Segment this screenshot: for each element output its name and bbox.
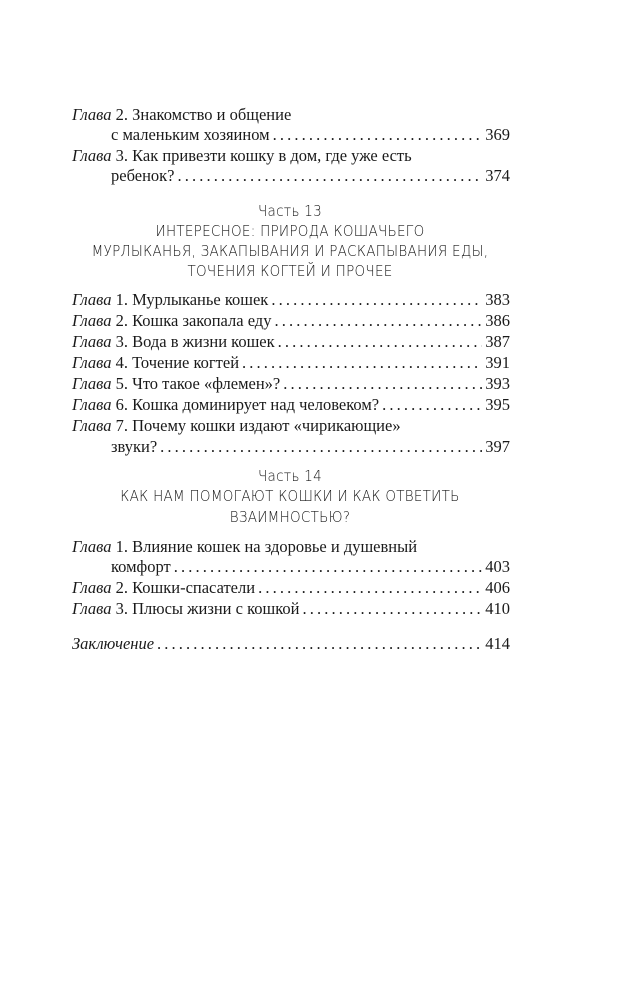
chapter-title: 2. Кошки-спасатели: [115, 578, 256, 597]
part-heading: МУРЛЫКАНЬЯ, ЗАКАПЫВАНИЯ И РАСКАПЫВАНИЯ ЕДЫ,: [91, 242, 489, 260]
page-number: 397: [485, 437, 510, 456]
dot-leader: [160, 437, 482, 457]
page-number: 369: [485, 125, 510, 144]
page-number: 414: [485, 634, 510, 653]
part-heading: КАК НАМ ПОМОГАЮТ КОШКИ И КАК ОТВЕТИТЬ: [120, 487, 460, 505]
chapter-label: Глава: [72, 353, 112, 372]
dot-leader: [273, 125, 483, 145]
page-number: 406: [485, 578, 510, 597]
chapter-title: 5. Что такое «флемен»?: [115, 374, 281, 393]
dot-leader: [382, 395, 482, 415]
chapter-title: 3. Как привезти кошку в дом, где уже есть: [115, 146, 412, 165]
chapter-title: 3. Вода в жизни кошек: [115, 332, 275, 351]
chapter-title-cont: комфорт: [111, 557, 171, 576]
chapter-label: Глава: [72, 578, 112, 597]
chapter-title: 3. Плюсы жизни с кошкой: [115, 599, 300, 618]
chapter-title-cont: звуки?: [111, 437, 158, 456]
page-number: 410: [485, 599, 510, 618]
dot-leader: [174, 557, 483, 577]
toc-entry: [72, 374, 510, 394]
toc-entry: [72, 332, 510, 352]
toc-entry: [72, 599, 510, 619]
chapter-label: Глава: [72, 311, 112, 330]
page-number: 386: [485, 311, 510, 330]
chapter-label: Глава: [72, 146, 112, 165]
page-number: 387: [485, 332, 510, 351]
toc-entry: [72, 395, 510, 415]
dot-leader: [278, 332, 483, 352]
chapter-label: Глава: [72, 332, 112, 351]
chapter-title: 4. Точение когтей: [115, 353, 240, 372]
chapter-label: Глава: [72, 537, 112, 556]
part-heading: ВЗАИМНОСТЬЮ?: [229, 508, 351, 526]
toc-entry: [72, 290, 510, 310]
toc-entry-cont: [111, 166, 510, 186]
page-number: 383: [485, 290, 510, 309]
page-number: 403: [485, 557, 510, 576]
toc-entry: [72, 105, 510, 125]
toc-entry: [72, 416, 510, 436]
chapter-title: 1. Мурлыканье кошек: [115, 290, 269, 309]
dot-leader: [283, 374, 482, 394]
toc-entry: [72, 537, 510, 557]
toc-entry: [72, 311, 510, 331]
dot-leader: [157, 634, 482, 654]
part-heading: ТОЧЕНИЯ КОГТЕЙ И ПРОЧЕЕ: [187, 262, 393, 280]
dot-leader: [258, 578, 482, 598]
part-title: Часть 14: [258, 467, 322, 485]
chapter-label: Глава: [72, 395, 112, 414]
chapter-label: Глава: [72, 290, 112, 309]
chapter-title: 2. Знакомство и общение: [115, 105, 292, 124]
page-number: 391: [485, 353, 510, 372]
toc-entry-cont: [111, 437, 510, 457]
toc-entry-cont: [111, 557, 510, 577]
part-title: Часть 13: [258, 202, 322, 220]
dot-leader: [271, 290, 482, 310]
dot-leader: [178, 166, 483, 186]
chapter-label: Глава: [72, 599, 112, 618]
chapter-title-cont: с маленьким хозяином: [111, 125, 270, 144]
chapter-title: 2. Кошка закопала еду: [115, 311, 272, 330]
toc-entry-conclusion: [72, 634, 510, 654]
toc-entry-cont: [111, 125, 510, 145]
page-number: 393: [485, 374, 510, 393]
dot-leader: [242, 353, 482, 373]
chapter-title-cont: ребенок?: [111, 166, 175, 185]
dot-leader: [274, 311, 482, 331]
toc-entry: [72, 353, 510, 373]
chapter-label: Глава: [72, 374, 112, 393]
conclusion-label: Заключение: [72, 634, 155, 653]
page-number: 374: [485, 166, 510, 185]
chapter-label: Глава: [72, 416, 112, 435]
chapter-title: 6. Кошка доминирует над человеком?: [115, 395, 380, 414]
page-number: 395: [485, 395, 510, 414]
toc-entry: [72, 146, 510, 166]
chapter-label: Глава: [72, 105, 112, 124]
dot-leader: [302, 599, 482, 619]
part-heading: ИНТЕРЕСНОЕ: ПРИРОДА КОШАЧЬЕГО: [155, 222, 425, 240]
toc-entry: [72, 578, 510, 598]
chapter-title: 7. Почему кошки издают «чирикающие»: [115, 416, 401, 435]
chapter-title: 1. Влияние кошек на здоровье и душевный: [115, 537, 418, 556]
